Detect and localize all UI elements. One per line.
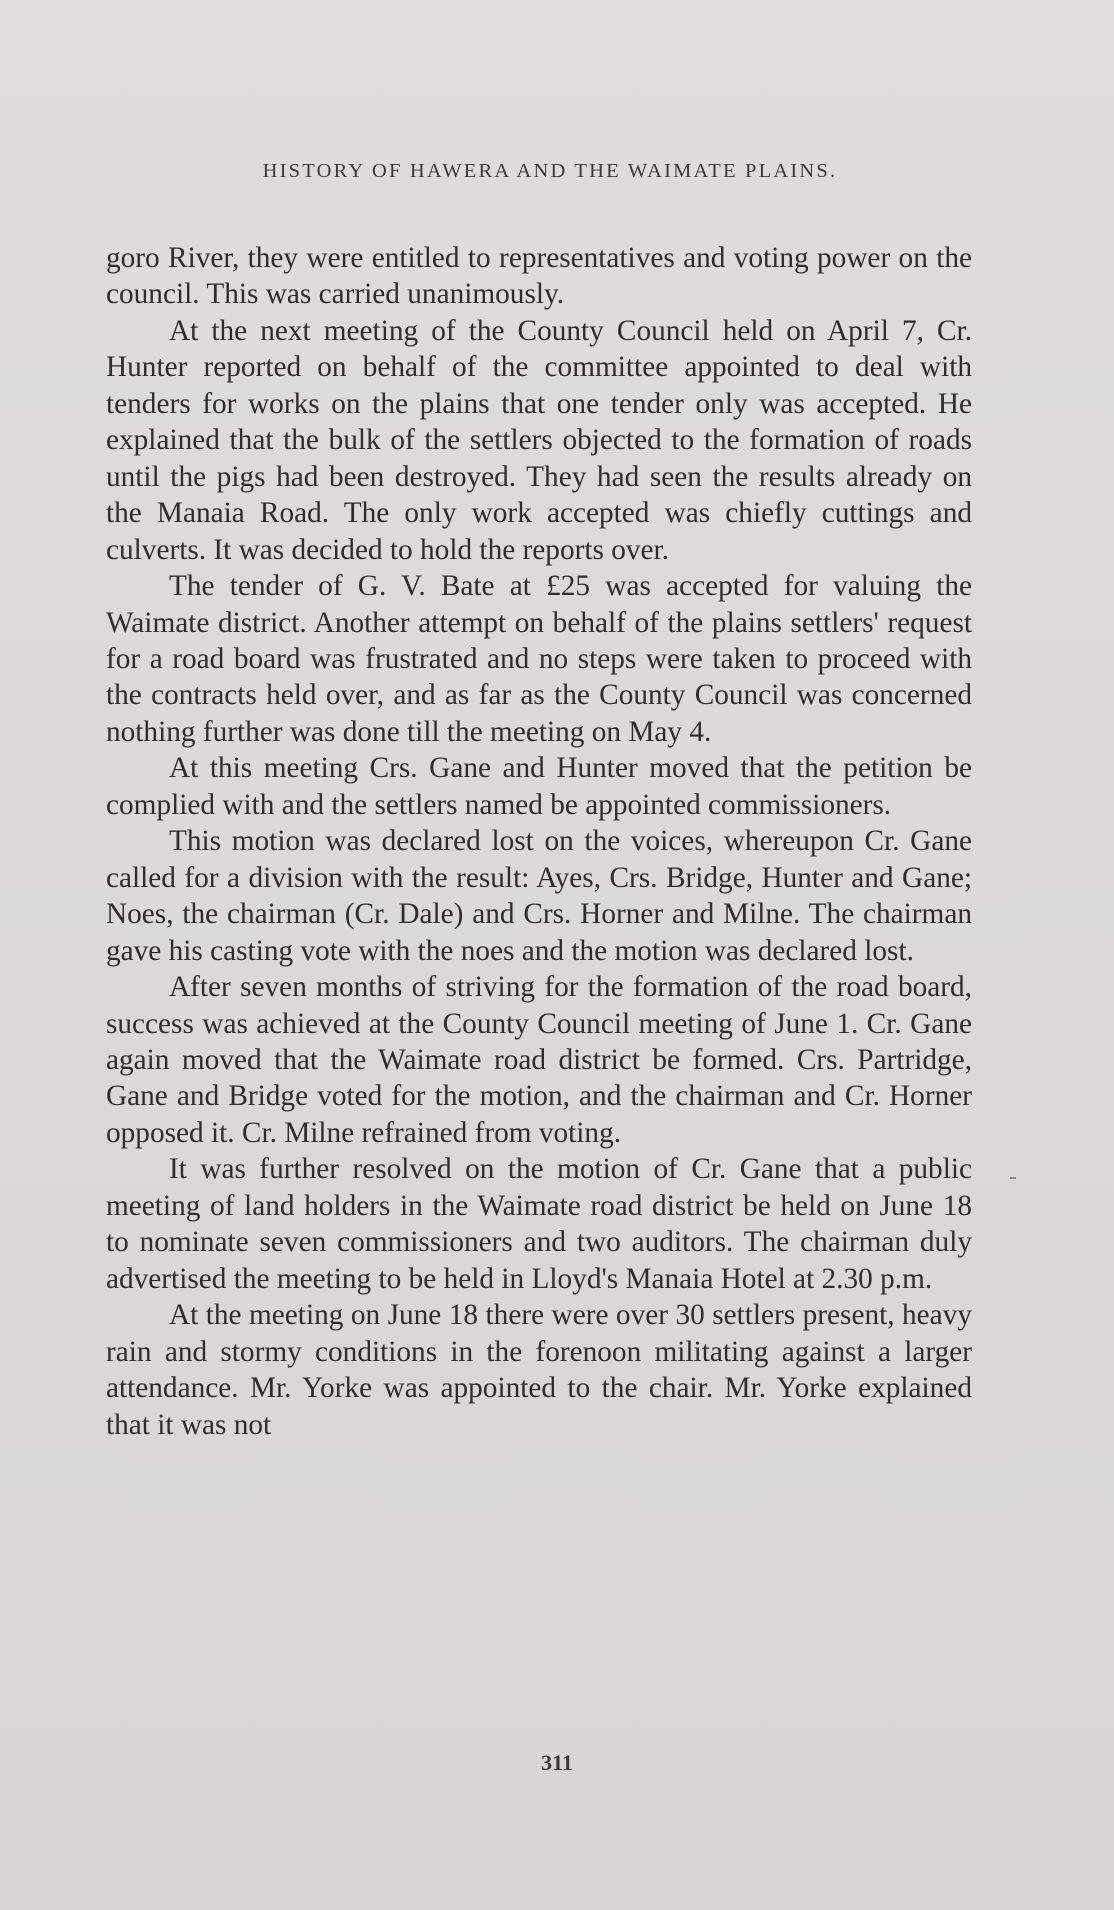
paragraph: At the meeting on June 18 there were over 30 settlers present, heavy rain and stormy conditions in the forenoon militating against a larger attendance. Mr. Yorke was appointed to the chair. Mr. Yorke explained that it was not [106, 1299, 972, 1441]
print-speck [1010, 1177, 1016, 1179]
paragraph: At this meeting Crs. Gane and Hunter moved that the petition be complied with and the settlers named be appointed commissioners. [106, 752, 972, 821]
running-head: HISTORY OF HAWERA AND THE WAIMATE PLAINS. [262, 160, 838, 182]
paragraph: After seven months of striving for the formation of the road board, success was achieved at the County Council meeting of June 1. Cr. Gane again moved that the Waimate road district be formed. Crs. Partridge, Gane and Bridge voted for the motion, and the chairman and Cr. Horner opposed it. Cr. Milne refrained from voting. [106, 971, 972, 1149]
paragraph: It was further resolved on the motion of Cr. Gane that a public meeting of land holders in the Waimate road district be held on June 18 to nominate seven commissioners and two auditors. The chairman duly advertised the meeting to be held in Lloyd's Manaia Hotel at 2.30 p.m. [106, 1153, 972, 1295]
paragraph: The tender of G. V. Bate at £25 was accepted for valuing the Waimate district. Another attempt on behalf of the plains settlers' request for a road board was frustrated and no steps were taken to proceed with the contracts held over, and as far as the County Council was concerned nothing further was done till the meeting on May 4. [106, 570, 972, 748]
body-text [106, 240, 972, 1443]
paragraph-continuation: goro River, they were entitled to representatives and voting power on the council. This was carried unanimously. [106, 242, 972, 311]
paragraph: At the next meeting of the County Council held on April 7, Cr. Hunter reported on behalf of the committee appointed to deal with tenders for works on the plains that one tender only was accepted. He explained that the bulk of the settlers objected to the formation of roads until the pigs had been destroyed. They had seen the results already on the Manaia Road. The only work accepted was chiefly cuttings and culverts. It was decided to hold the reports over. [106, 314, 972, 566]
paragraph: This motion was declared lost on the voices, whereupon Cr. Gane called for a division with the result: Ayes, Crs. Bridge, Hunter and Gane; Noes, the chairman (Cr. Dale) and Crs. Horner and Milne. The chairman gave his casting vote with the noes and the motion was declared lost. [106, 825, 972, 967]
page-number: 311 [541, 1750, 573, 1775]
